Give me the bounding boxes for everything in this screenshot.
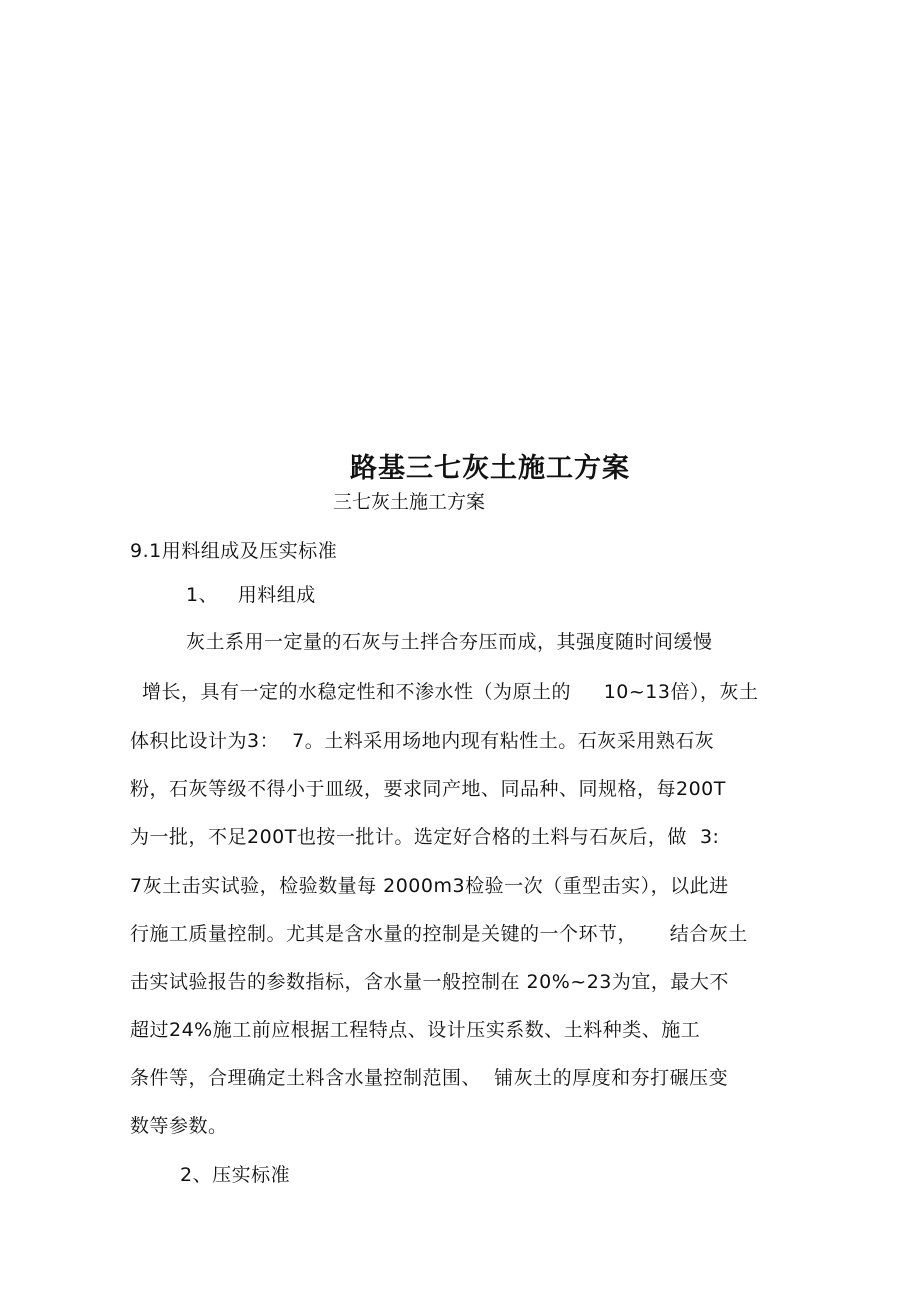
paragraph-line: 数等参数。 bbox=[130, 1115, 228, 1137]
paragraph-line: 行施工质量控制。尤其是含水量的控制是关键的一个环节， 结合灰土 bbox=[130, 923, 748, 945]
item-heading-2: 2、压实标准 bbox=[180, 1164, 291, 1186]
paragraph-line: 击实试验报告的参数指标，含水量一般控制在 20%~23为宜，最大不 bbox=[130, 971, 729, 993]
paragraph-line: 超过24%施工前应根据工程特点、设计压实系数、土料种类、施工 bbox=[130, 1019, 701, 1041]
paragraph-line: 7灰土击实试验，检验数量每 2000m3检验一次（重型击实），以此进 bbox=[130, 875, 729, 897]
paragraph-line: 体积比设计为3： 7。土料采用场地内现有粘性土。石灰采用熟石灰 bbox=[130, 730, 715, 752]
section-heading: 9.1用料组成及压实标准 bbox=[130, 540, 338, 562]
paragraph-line: 为一批，不足200T也按一批计。选定好合格的土料与石灰后，做 3: bbox=[130, 826, 720, 848]
paragraph-line: 灰土系用一定量的石灰与土拌合夯压而成，其强度随时间缓慢 bbox=[186, 631, 713, 653]
paragraph-line: 粉，石灰等级不得小于皿级，要求同产地、同品种、同规格，每200T bbox=[130, 778, 726, 800]
document-subtitle: 三七灰土施工方案 bbox=[333, 491, 486, 513]
document-title: 路基三七灰土施工方案 bbox=[350, 453, 630, 484]
paragraph-line: 条件等，合理确定土料含水量控制范围、 铺灰土的厚度和夯打碾压变 bbox=[130, 1067, 729, 1089]
item-heading-1: 1、 用料组成 bbox=[186, 584, 316, 606]
paragraph-line: 增长，具有一定的水稳定性和不渗水性（为原土的 10~13倍），灰土 bbox=[142, 681, 759, 703]
